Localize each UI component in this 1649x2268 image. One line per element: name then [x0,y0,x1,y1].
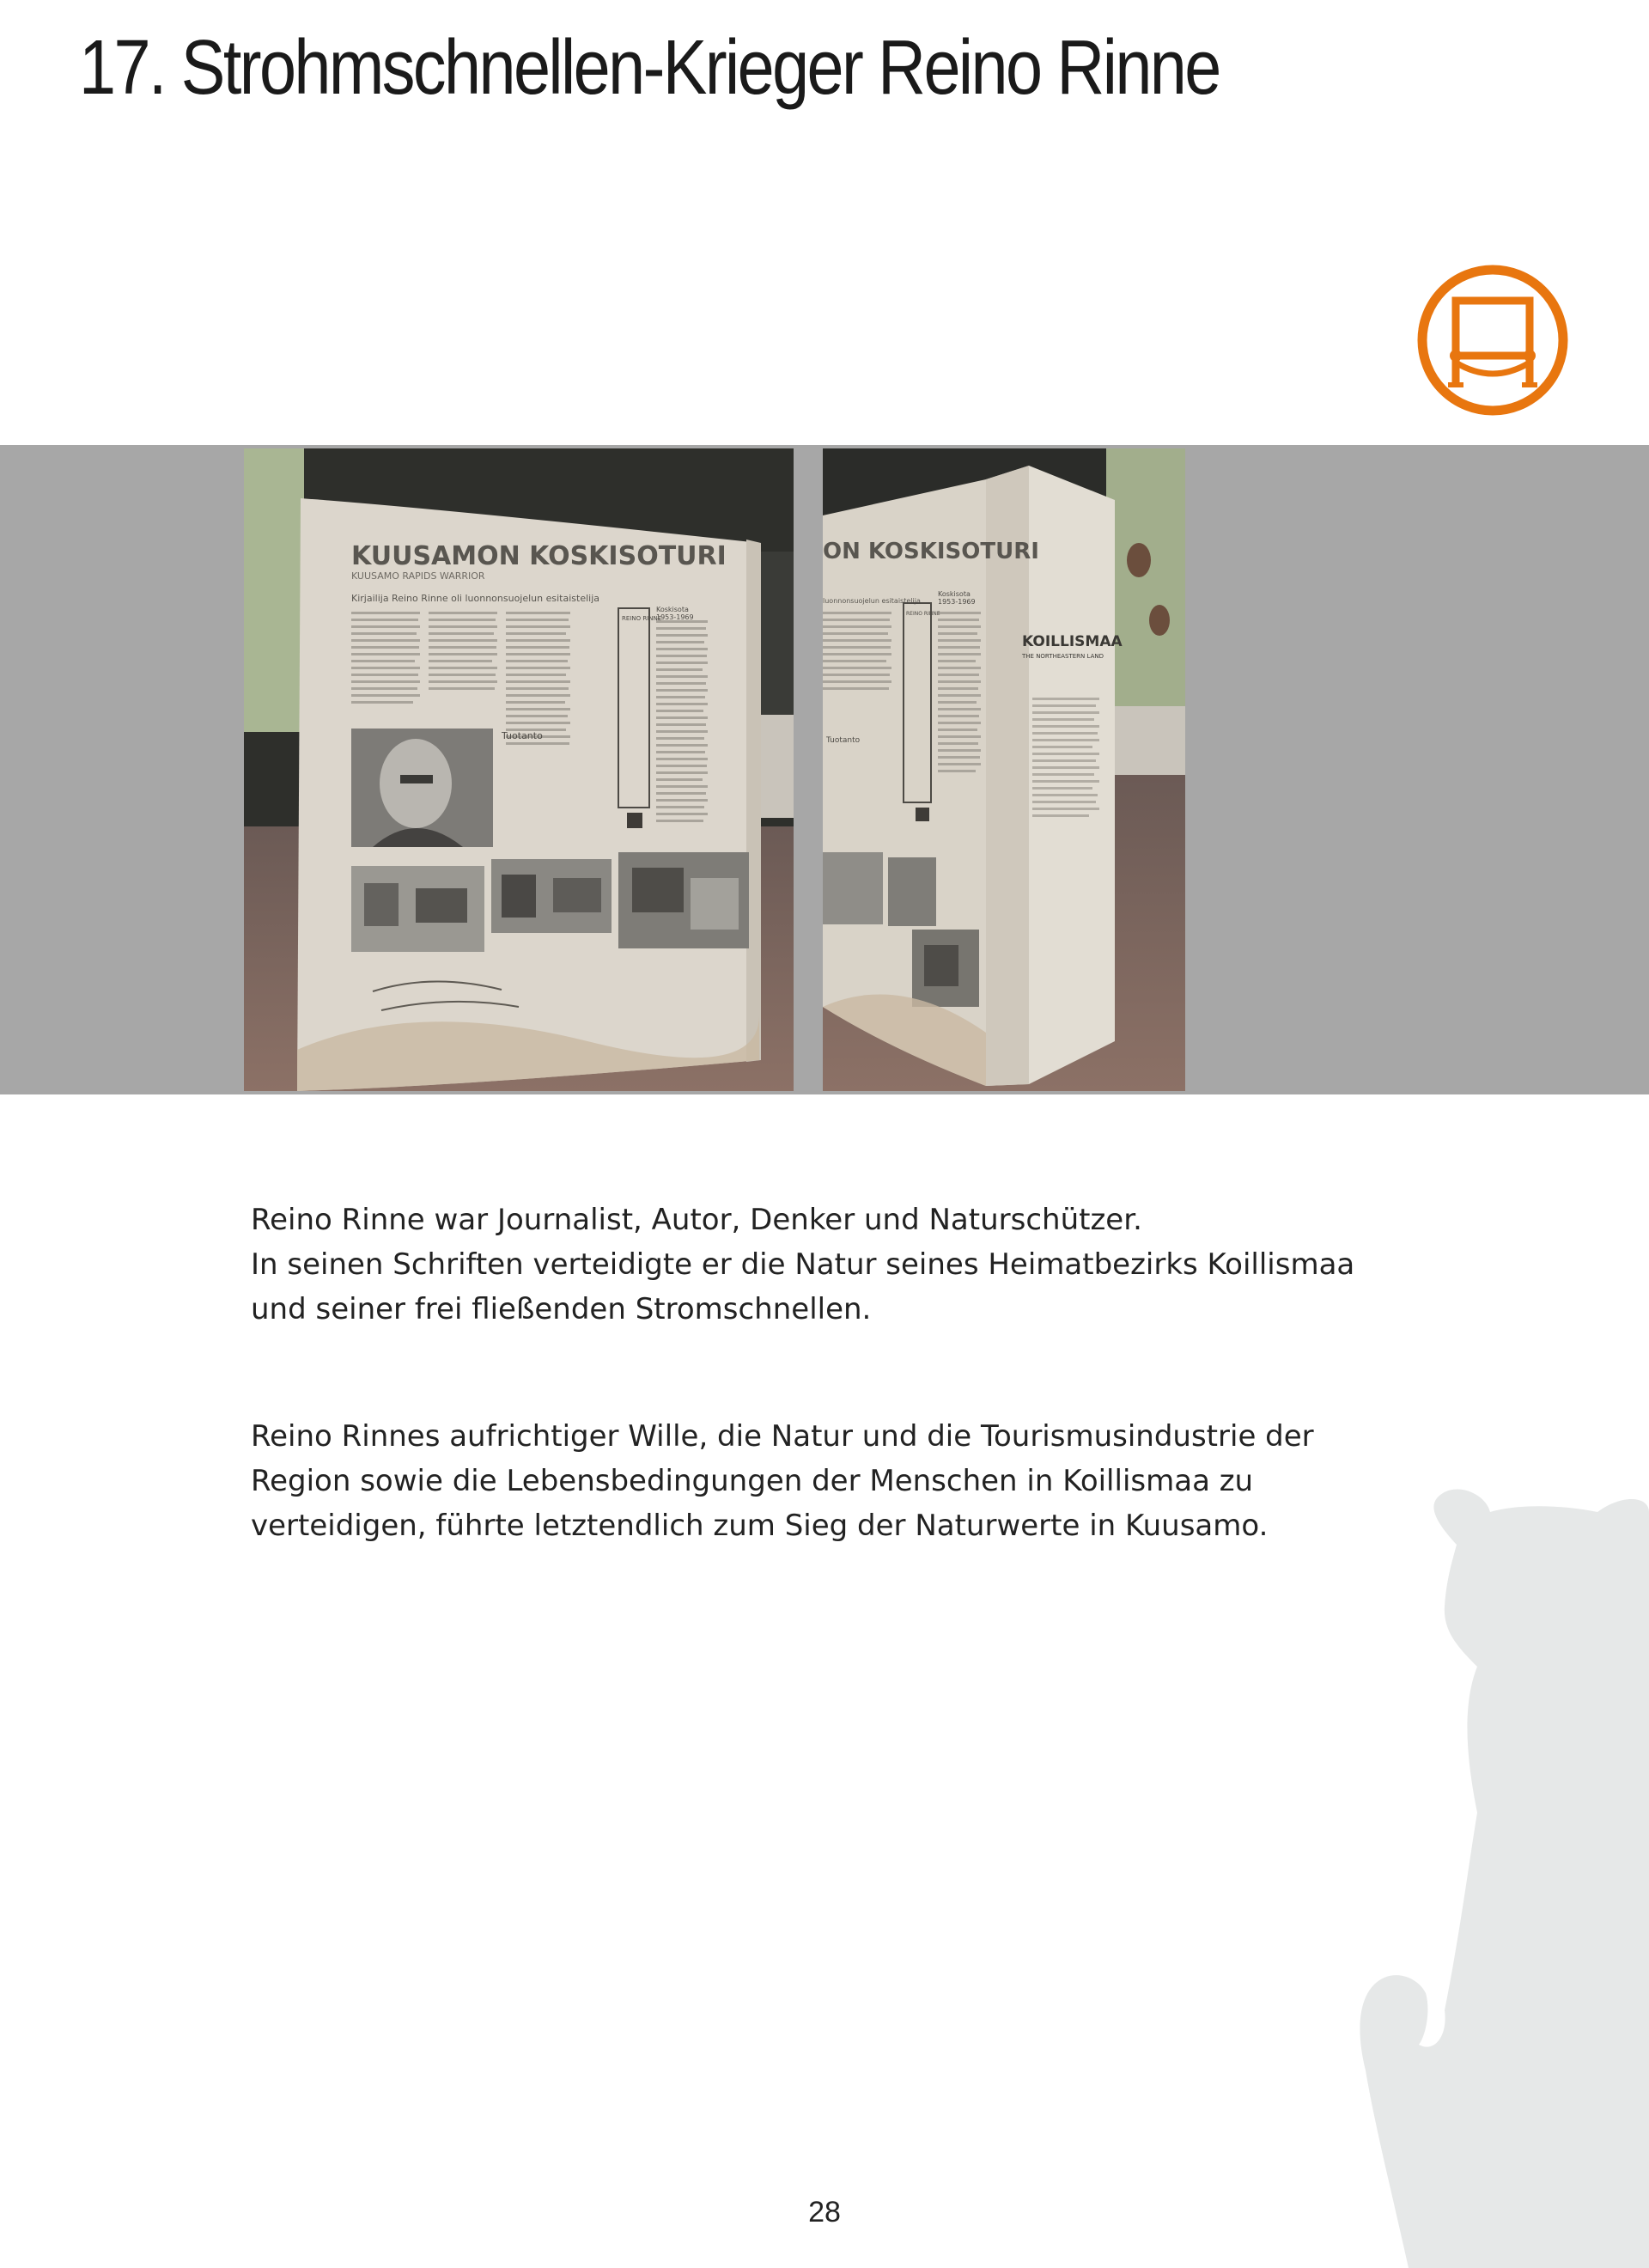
paragraph-line: Region sowie die Lebensbedingungen der Menschen in Koillismaa zu [251,1464,1254,1498]
paragraph-legacy [251,1414,1436,1548]
side-subtitle: THE NORTHEASTERN LAND [1022,653,1104,660]
years-left: 1953-1969 [656,613,694,621]
body-text [251,1198,1436,1631]
paragraph-line: In seinen Schriften verteidigte er die Natur seines Heimatbezirks Koillismaa [251,1247,1355,1282]
panel-title-right: ON KOSKISOTURI [823,539,1039,564]
page-title: 17. Strohmschnellen-Krieger Reino Rinne [79,25,1220,111]
exhibit-panel-icon [1415,263,1570,418]
side-title: KOILLISMAA [1022,633,1123,650]
panel-subtitle-left: KUUSAMO RAPIDS WARRIOR [351,570,485,582]
years-label-right: Koskisota [938,590,971,598]
exhibit-photo-front [244,448,794,1091]
panel-intro-right: luonnonsuojelun esitaistelija [823,597,921,605]
years-right: 1953-1969 [938,598,976,606]
exhibit-photo-side [823,448,1185,1091]
paragraph-intro [251,1198,1436,1332]
paragraph-line: und seiner frei fließenden Stromschnellen. [251,1292,872,1326]
panel-intro-left: Kirjailija Reino Rinne oli luonnonsuojelun esitaistelija [351,593,600,604]
page-number: 28 [808,2196,841,2228]
photo-band [0,445,1649,1094]
bear-silhouette-icon [1340,1486,1649,2268]
paragraph-line: verteidigen, führte letztendlich zum Sieg der Naturwerte in Kuusamo. [251,1509,1269,1543]
section-label-left: Tuotanto [502,730,543,741]
name-box-right: REINO RINNE [906,611,940,617]
years-label-left: Koskisota [656,606,689,613]
name-box-left: REINO RINNE [622,615,662,622]
panel-title-left: KUUSAMON KOSKISOTURI [351,541,727,571]
paragraph-line: Reino Rinne war Journalist, Autor, Denker und Naturschützer. [251,1203,1142,1237]
paragraph-line: Reino Rinnes aufrichtiger Wille, die Natur und die Tourismusindustrie der [251,1419,1314,1454]
section-label-right: Tuotanto [826,736,861,745]
